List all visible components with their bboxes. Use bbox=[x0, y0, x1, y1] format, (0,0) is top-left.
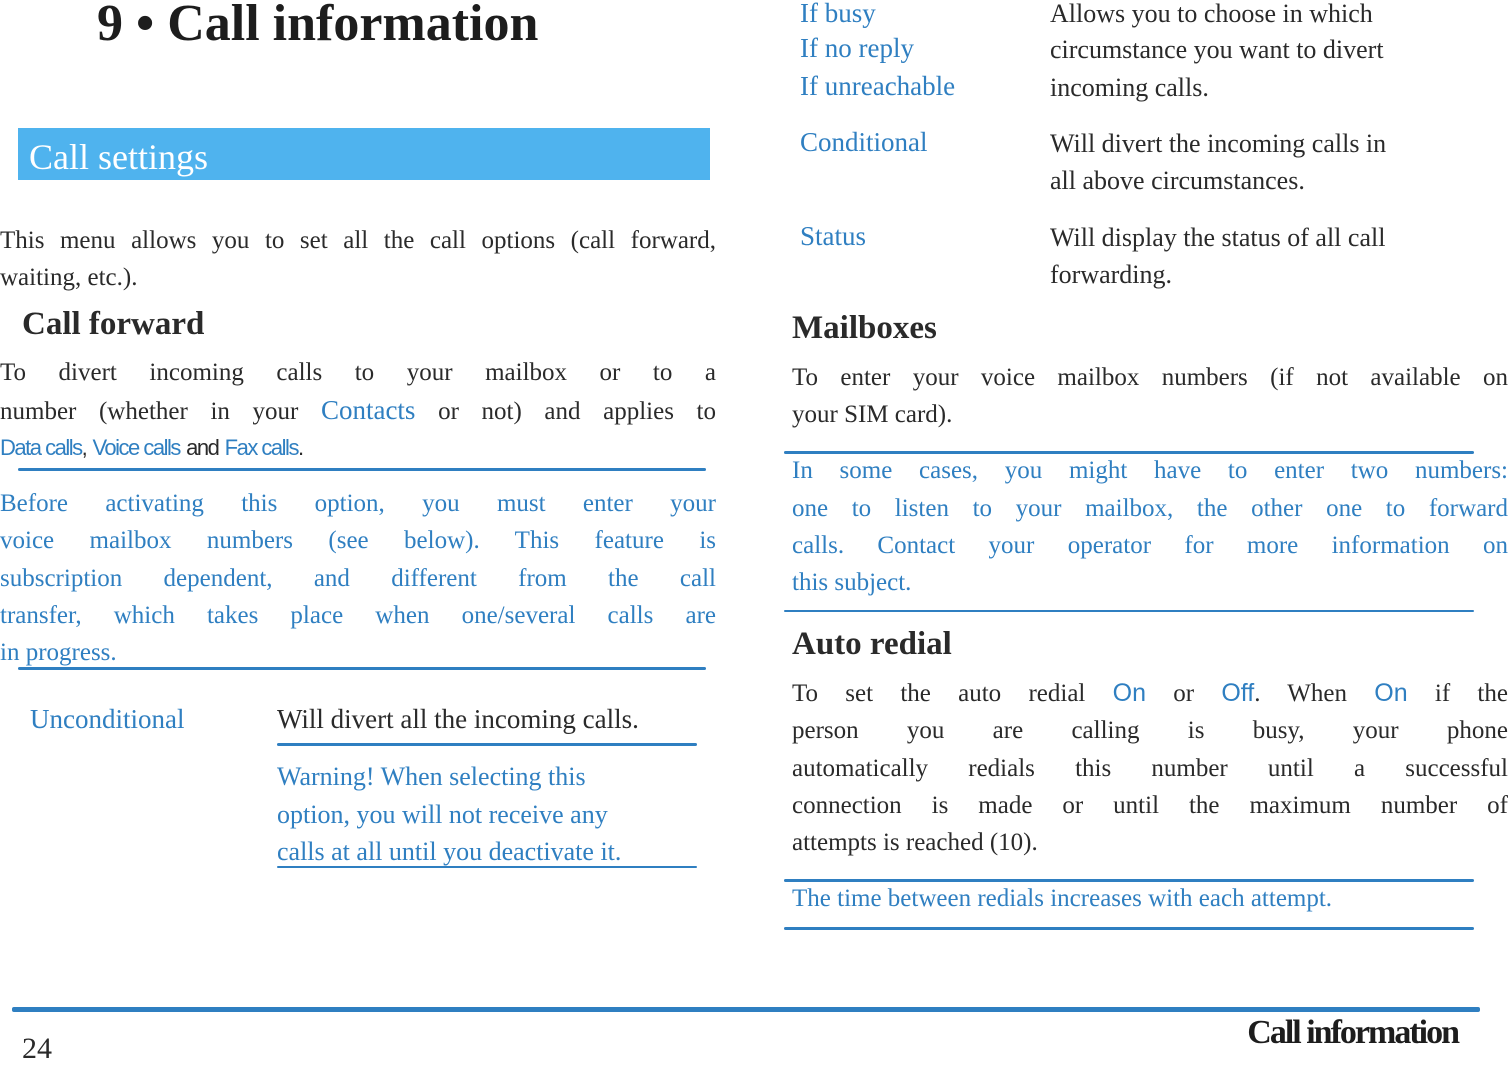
text-fragment: . When bbox=[1254, 680, 1375, 707]
auto-redial-heading: Auto redial bbox=[792, 626, 952, 662]
on-option: On bbox=[1112, 679, 1146, 707]
data-calls-term: Data calls bbox=[0, 435, 82, 460]
auto-redial-line: attempts is reached (10). bbox=[792, 829, 1038, 856]
text-fragment: or not) and applies to bbox=[415, 398, 716, 425]
auto-redial-line: person you are calling is busy, your phone bbox=[792, 717, 1508, 744]
conditional-description-line: Will divert the incoming calls in bbox=[1050, 129, 1387, 158]
if-no-reply-label: If no reply bbox=[800, 33, 914, 63]
text-fragment: and bbox=[186, 435, 219, 460]
unconditional-label: Unconditional bbox=[30, 704, 185, 734]
mailboxes-line: To enter your voice mailbox numbers (if not available on bbox=[792, 364, 1508, 391]
section-banner bbox=[18, 128, 710, 180]
note-divider bbox=[18, 468, 706, 471]
mailbox-note-line: this subject. bbox=[792, 569, 912, 596]
status-label: Status bbox=[800, 221, 867, 251]
call-forward-line bbox=[0, 392, 716, 430]
mailbox-note-line: In some cases, you might have to enter two numbers: bbox=[792, 457, 1508, 484]
auto-redial-line: automatically redials this number until a successful bbox=[792, 755, 1508, 782]
choose-description-line: Allows you to choose in which bbox=[1050, 0, 1373, 28]
call-forward-heading: Call forward bbox=[22, 306, 205, 342]
call-forward-line: To divert incoming calls to your mailbox or to a bbox=[0, 359, 716, 386]
call-forward-line bbox=[0, 430, 716, 466]
auto-redial-line: connection is made or until the maximum number of bbox=[792, 792, 1508, 819]
if-busy-label: If busy bbox=[800, 0, 876, 28]
text-fragment: if the bbox=[1407, 680, 1508, 707]
conditional-description-line: all above circumstances. bbox=[1050, 166, 1305, 195]
auto-redial-line bbox=[792, 675, 1508, 712]
note-divider bbox=[18, 667, 706, 670]
mailboxes-line: your SIM card). bbox=[792, 401, 953, 428]
warning-line: Warning! When selecting this bbox=[277, 762, 586, 791]
chapter-title: 9 • Call information bbox=[97, 0, 539, 52]
warning-divider bbox=[277, 866, 697, 868]
text-fragment: , bbox=[81, 435, 87, 460]
auto-redial-note: The time between redials increases with each attempt. bbox=[792, 885, 1333, 912]
footer-rule bbox=[12, 1007, 1480, 1012]
note-divider bbox=[784, 610, 1474, 612]
mailbox-note-line: one to listen to your mailbox, the other one to forward bbox=[792, 495, 1508, 522]
contacts-menu-term: Contacts bbox=[320, 395, 416, 425]
text-fragment: To set the auto redial bbox=[792, 680, 1113, 707]
warning-divider bbox=[277, 743, 697, 746]
text-fragment: or bbox=[1145, 680, 1222, 707]
text-fragment: number (whether in your bbox=[0, 398, 321, 425]
warning-line: calls at all until you deactivate it. bbox=[277, 837, 622, 866]
note-divider bbox=[784, 927, 1474, 930]
note-line: in progress. bbox=[0, 639, 117, 666]
intro-line: This menu allows you to set all the call options (call forward, bbox=[0, 227, 716, 254]
note-line: subscription dependent, and different from the call bbox=[0, 565, 716, 592]
intro-paragraph bbox=[0, 222, 716, 296]
status-description-line: forwarding. bbox=[1050, 260, 1173, 289]
section-banner-title: Call settings bbox=[29, 137, 208, 177]
unconditional-description: Will divert all the incoming calls. bbox=[277, 704, 639, 734]
conditional-label: Conditional bbox=[800, 127, 928, 157]
voice-calls-term: Voice calls bbox=[92, 435, 180, 460]
note-line: Before activating this option, you must enter your bbox=[0, 490, 716, 517]
warning-line: option, you will not receive any bbox=[277, 800, 608, 829]
on-option: On bbox=[1374, 679, 1408, 707]
running-footer-title: Call information bbox=[1247, 1014, 1458, 1051]
text-fragment: . bbox=[297, 435, 303, 460]
page-number: 24 bbox=[22, 1032, 52, 1065]
if-unreachable-label: If unreachable bbox=[800, 71, 956, 101]
off-option: Off bbox=[1221, 679, 1255, 707]
status-description-line: Will display the status of all call bbox=[1050, 223, 1386, 252]
mailbox-note-line: calls. Contact your operator for more information on bbox=[792, 532, 1508, 559]
note-line: transfer, which takes place when one/several calls are bbox=[0, 602, 716, 629]
mailboxes-heading: Mailboxes bbox=[792, 310, 937, 346]
choose-description-line: incoming calls. bbox=[1050, 73, 1209, 102]
choose-description-line: circumstance you want to divert bbox=[1050, 35, 1384, 64]
note-line: voice mailbox numbers (see below). This feature is bbox=[0, 527, 716, 554]
fax-calls-term: Fax calls bbox=[224, 435, 298, 460]
intro-line: waiting, etc.). bbox=[0, 264, 138, 291]
